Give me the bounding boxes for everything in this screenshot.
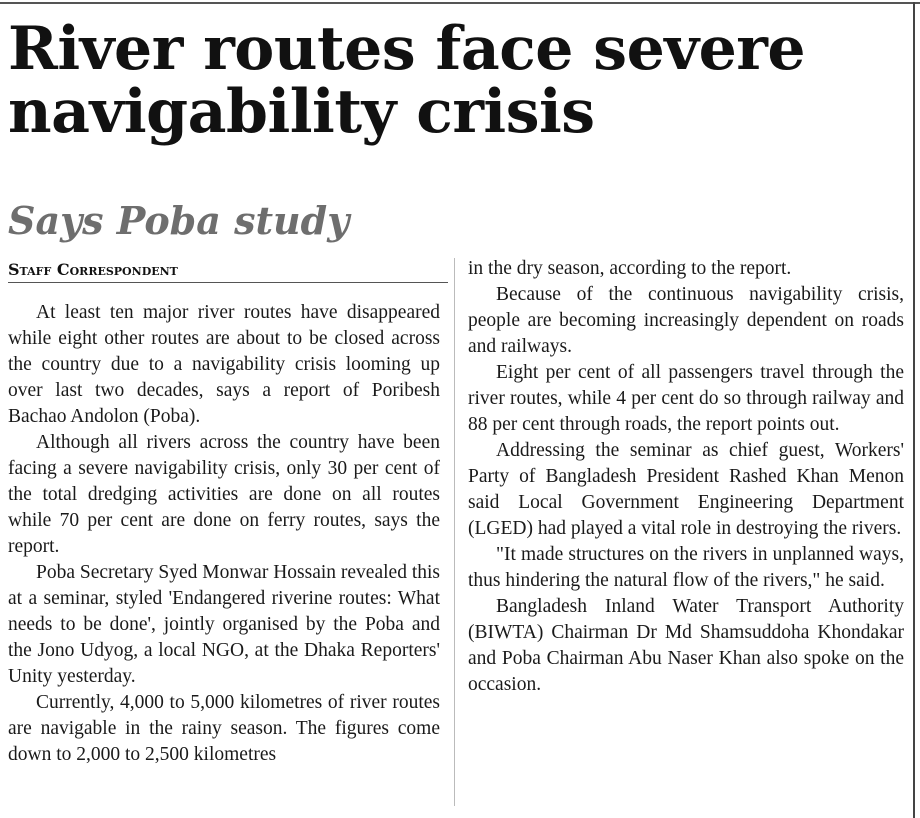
article-subheadline: Says Poba study — [8, 198, 350, 243]
paragraph: in the dry season, according to the report. — [468, 258, 792, 279]
article-left-column — [8, 300, 440, 768]
article-byline: Staff Correspondent — [8, 259, 448, 283]
paragraph: "It made structures on the rivers in unplanned ways, thus hindering the natural flow of the rivers," he said. — [468, 544, 904, 591]
column-divider — [454, 258, 455, 806]
paragraph: At least ten major river routes have disappeared while eight other routes are about to be closed across the country due to a navigability crisis looming up over last two decades, says a report of Poribesh Bachao Andolon (Poba). — [8, 302, 440, 427]
paragraph: Although all rivers across the country have been facing a severe navigability crisis, only 30 per cent of the total dredging activities are done on all routes while 70 per cent are done on ferry routes, says the report. — [8, 432, 440, 557]
right-border-rule — [913, 2, 915, 818]
top-border-rule — [0, 2, 920, 4]
paragraph: Addressing the seminar as chief guest, Workers' Party of Bangladesh President Rashed Khan Menon said Local Government Engineering Department (LGED) had played a vital role in destroying the rivers. — [468, 440, 904, 539]
paragraph: Because of the continuous navigability crisis, people are becoming increasingly dependent on roads and railways. — [468, 284, 904, 357]
paragraph: Currently, 4,000 to 5,000 kilometres of river routes are navigable in the rainy season. The figures come down to 2,000 to 2,500 kilometres — [8, 692, 440, 765]
article-right-column — [468, 256, 904, 698]
paragraph: Bangladesh Inland Water Transport Authority (BIWTA) Chairman Dr Md Shamsuddoha Khondakar and Poba Chairman Abu Naser Khan also spoke on the occasion. — [468, 596, 904, 695]
paragraph: Eight per cent of all passengers travel through the river routes, while 4 per cent do so through railway and 88 per cent through roads, the report points out. — [468, 362, 904, 435]
article-headline: River routes face severe navigability crisis — [8, 14, 806, 147]
paragraph: Poba Secretary Syed Monwar Hossain revealed this at a seminar, styled 'Endangered riverine routes: What needs to be done', jointly organised by the Poba and the Jono Udyog, a local NGO, at the Dhaka Reporters' Unity yesterday. — [8, 562, 440, 687]
